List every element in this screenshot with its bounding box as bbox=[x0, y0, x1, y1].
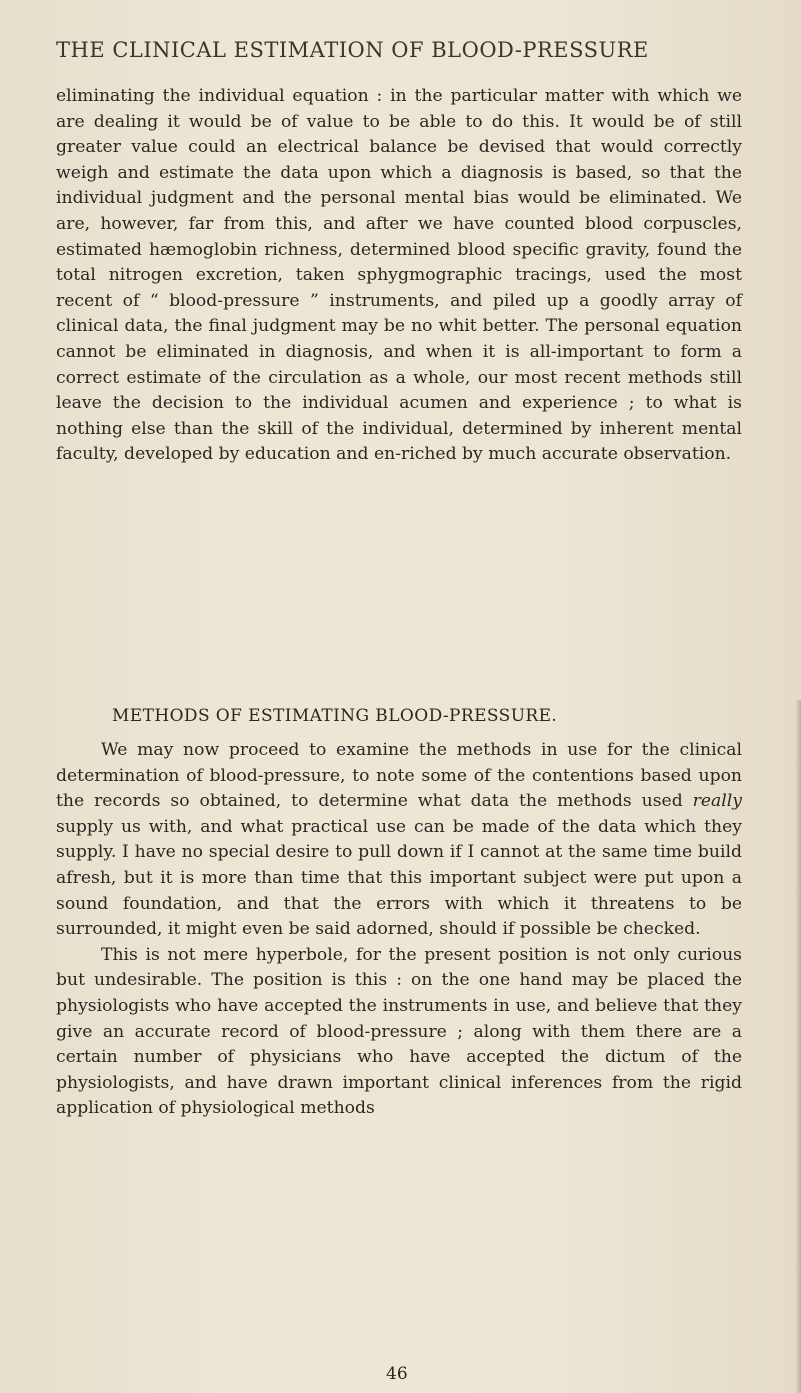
paragraph-2 bbox=[56, 738, 742, 943]
paragraph-2-end: supply us with, and what practical use can be made of the data which they supply. I have no special desire to pull down if I cannot at the same time build afresh, but it is more than time that this important subject were put upon a sound foundation, and that the errors with which it threatens to be surrounded, it might even be said adorned, should if possible be checked. bbox=[56, 816, 742, 940]
page-edge-shadow bbox=[795, 700, 801, 1393]
paragraph-3: This is not mere hyperbole, for the present position is not only curious but undesirable. The position is this : on the one hand may be placed the physiologists who have accepted the instruments in use, and believe that they give an accurate record of blood-pressure ; along with them there are a certain number of physicians who have accepted the dictum of the physiologists, and have drawn important clinical inferences from the rigid application of physiological methods bbox=[56, 944, 742, 1119]
page-number: 46 bbox=[386, 1364, 408, 1384]
emphasis-really: really bbox=[692, 791, 742, 812]
running-head: THE CLINICAL ESTIMATION OF BLOOD-PRESSURE bbox=[56, 38, 649, 62]
paragraph-1-text: eliminating the individual equation : in the particular matter with which we are dealing it would be of value to be able to do this. It would be of still greater value could an electrical balance be devised that would correctly weigh and estimate the data upon which a diagnosis is based, so that the individual judgment and the personal mental bias would be eliminated. We are, however, far from this, and after we have counted blood corpuscles, estimated hæmoglobin richness, determined blood specific gravity, found the total nitrogen excretion, taken sphygmographic tracings, used the most recent of “ blood-pressure ” instruments, and piled up a goodly array of clinical data, the final judgment may be no whit better. The personal equation cannot be eliminated in diagnosis, and when it is all-important to form a correct estimate of the circulation as a whole, our most recent methods still leave the decision to the individual acumen and experience ; to what is nothing else than the skill of the individual, determined by inherent mental faculty, developed by education and en-riched by much accurate observation. bbox=[56, 86, 742, 465]
paragraph-continuation bbox=[56, 84, 742, 468]
section-body bbox=[56, 738, 742, 1122]
section-heading: METHODS OF ESTIMATING BLOOD-PRESSURE. bbox=[112, 706, 558, 726]
paragraph-2-start: We may now proceed to examine the methods in use for the clinical determination of blood-pressure, to note some of the contentions based upon the records so obtained, to determine what data the methods used bbox=[56, 740, 742, 812]
